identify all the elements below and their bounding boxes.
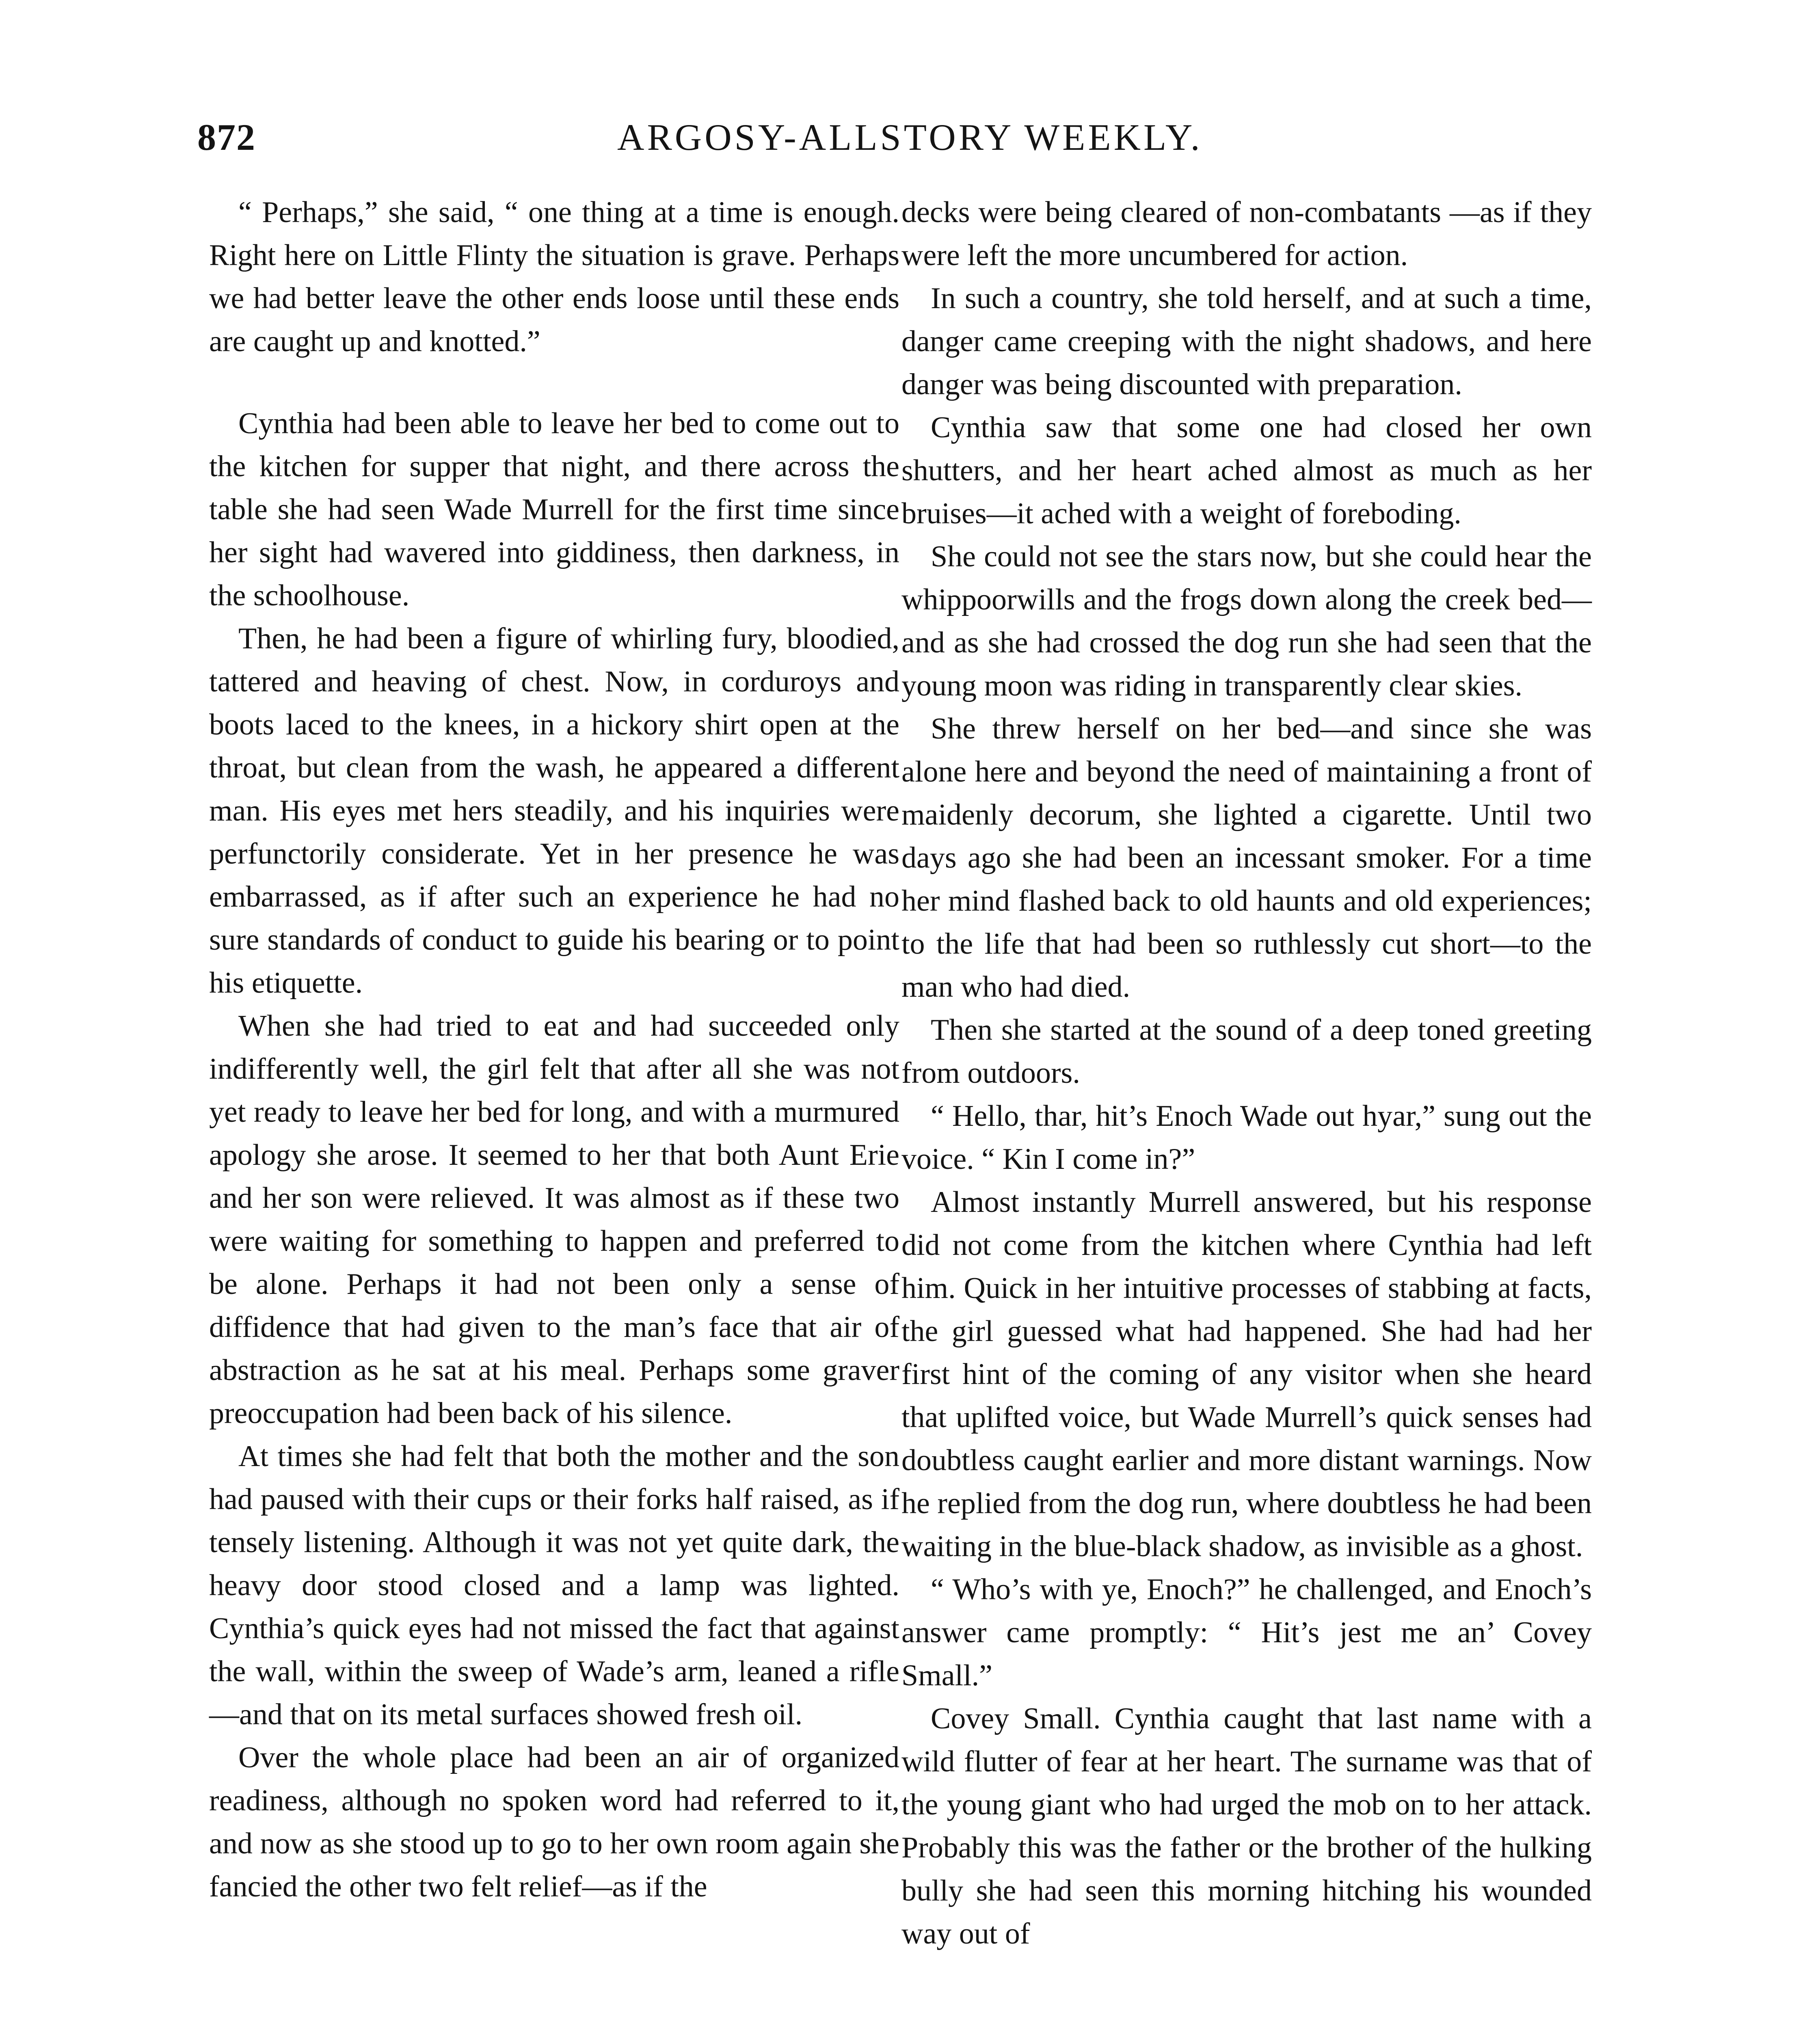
right-column (901, 191, 1592, 1955)
left-column (209, 191, 899, 1908)
paragraph: When she had tried to eat and had succeeded only indifferently well, the girl felt that after all she was not yet ready to leave her bed for long, and with a murmured apology she arose. It seemed to her that both Aunt Erie and her son were relieved. It was almost as if these two were waiting for something to happen and preferred to be alone. Perhaps it had not been only a sense of diffidence that had given to the man’s face that air of abstraction as he sat at his meal. Perhaps some graver preoccupation had been back of his silence. (209, 1009, 899, 1430)
paragraph: “ Perhaps,” she said, “ one thing at a time is enough. Right here on Little Flinty the situation is grave. Perhaps we had better leave the other ends loose until these ends are caught up and knotted.” (209, 196, 899, 358)
paragraph: Over the whole place had been an air of organized readiness, although no spoken word had referred to it, and now as she stood up to go to her own room again she fancied the other two felt relief—as if the (209, 1741, 899, 1903)
paragraph: Covey Small. Cynthia caught that last name with a wild flutter of fear at her heart. The surname was that of the young giant who had urged the mob on to her attack. Probably this was the father or the brother of the hulking bully she had seen this morning hitching his wounded way out of (901, 1702, 1592, 1950)
page-number: 872 (197, 117, 256, 158)
paragraph: She could not see the stars now, but she could hear the whippoorwills and the frogs down along the creek bed—and as she had crossed the dog run she had seen that the young moon was riding in transparently clear skies. (901, 540, 1592, 702)
paragraph: Then, he had been a figure of whirling fury, bloodied, tattered and heaving of chest. Now, in corduroys and boots laced to the knees, in a hickory shirt open at the throat, but clean from the wash, he appeared a different man. His eyes met hers steadily, and his inquiries were perfunctorily considerate. Yet in her presence he was embarrassed, as if after such an experience he had no sure standards of conduct to guide his bearing or to point his etiquette. (209, 622, 899, 1000)
paragraph: decks were being cleared of non-combatants —as if they were left the more uncumbered for action. (901, 196, 1592, 272)
paragraph: She threw herself on her bed—and since she was alone here and beyond the need of maintaining a front of maidenly decorum, she lighted a cigarette. Until two days ago she had been an incessant smoker. For a time her mind flashed back to old haunts and old experiences; to the life that had been so ruthlessly cut short—to the man who had died. (901, 712, 1592, 1004)
paragraph: Then she started at the sound of a deep toned greeting from outdoors. (901, 1013, 1592, 1090)
paragraph: Cynthia saw that some one had closed her own shutters, and her heart ached almost as much as her bruises—it ached with a weight of foreboding. (901, 411, 1592, 530)
paragraph: In such a country, she told herself, and at such a time, danger came creeping with the night shadows, and here danger was being discounted with preparation. (901, 282, 1592, 401)
paragraph: Cynthia had been able to leave her bed to come out to the kitchen for supper that night, and there across the table she had seen Wade Murrell for the first time since her sight had wavered into giddiness, then darkness, in the schoolhouse. (209, 407, 899, 612)
paragraph: At times she had felt that both the mother and the son had paused with their cups or their forks half raised, as if tensely listening. Although it was not yet quite dark, the heavy door stood closed and a lamp was lighted. Cynthia’s quick eyes had not missed the fact that against the wall, within the sweep of Wade’s arm, leaned a rifle—and that on its metal surfaces showed fresh oil. (209, 1440, 899, 1731)
paragraph: “ Hello, thar, hit’s Enoch Wade out hyar,” sung out the voice. “ Kin I come in?” (901, 1099, 1592, 1176)
running-head: ARGOSY-ALLSTORY WEEKLY. (617, 117, 1203, 158)
paragraph: Almost instantly Murrell answered, but his response did not come from the kitchen where Cynthia had left him. Quick in her intuitive processes of stabbing at facts, the girl guessed what had happened. She had had her first hint of the coming of any visitor when she heard that uplifted voice, but Wade Murrell’s quick senses had doubtless caught earlier and more distant warnings. Now he replied from the dog run, where doubtless he had been waiting in the blue-black shadow, as invisible as a ghost. (901, 1186, 1592, 1563)
paragraph: “ Who’s with ye, Enoch?” he challenged, and Enoch’s answer came promptly: “ Hit’s jest me an’ Covey Small.” (901, 1573, 1592, 1692)
